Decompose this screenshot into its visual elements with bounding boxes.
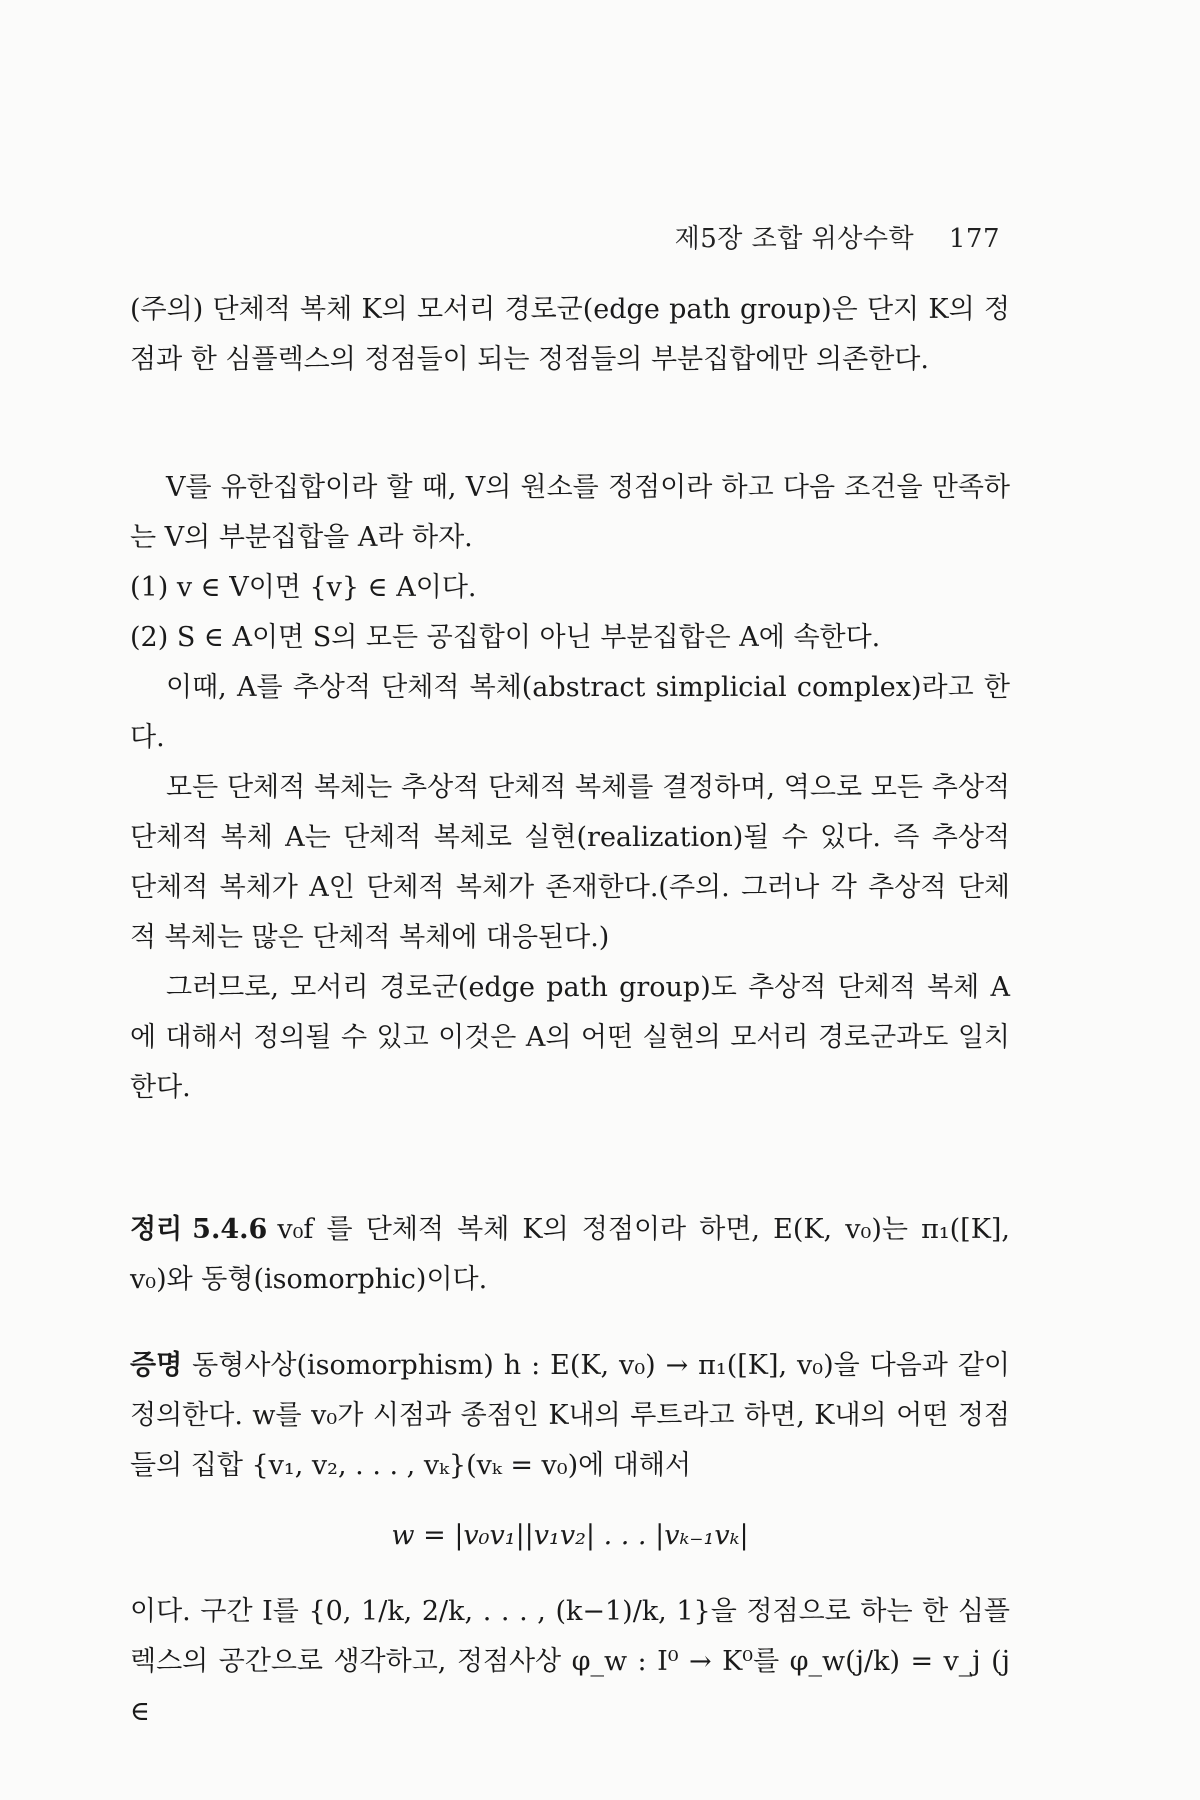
remark-paragraph: (주의) 단체적 복체 K의 모서리 경로군(edge path group)은 단지 K의 정점과 한 심플렉스의 정점들이 되는 정점들의 부분집합에만 의존한다. <box>130 294 1010 375</box>
proof-label: 증명 <box>130 1350 183 1381</box>
proof-continuation: 이다. 구간 I를 {0, 1/k, 2/k, . . . , (k−1)/k, 1}을 정점으로 하는 한 심플렉스의 공간으로 생각하고, 정점사상 φ_w : I⁰ → K⁰를 φ_w(j/k) = v_j (j ∈ <box>130 1596 1010 1727</box>
paragraph-realization: 모든 단체적 복체는 추상적 단체적 복체를 결정하며, 역으로 모든 추상적 단체적 복체 A는 단체적 복체로 실현(realization)될 수 있다. 즉 추상적 단체적 복체가 A인 단체적 복체가 존재한다.(주의. 그러나 각 추상적 단체적 복체는 많은 단체적 복체에 대응된다.) <box>130 772 1010 953</box>
paragraph-edge-path-group: 그러므로, 모서리 경로군(edge path group)도 추상적 단체적 복체 A에 대해서 정의될 수 있고 이것은 A의 어떤 실현의 모서리 경로군과도 일치한다. <box>130 972 1010 1103</box>
theorem-text: v₀f 를 단체적 복체 K의 정점이라 하면, E(K, v₀)는 π₁([K], v₀)와 동형(isomorphic)이다. <box>130 1214 1010 1295</box>
definition-intro: V를 유한집합이라 할 때, V의 원소를 정점이라 하고 다음 조건을 만족하는 V의 부분집합을 A라 하자. <box>130 472 1010 553</box>
definition-condition-1: (1) v ∈ V이면 {v} ∈ A이다. <box>130 572 477 603</box>
chapter-title: 제5장 조합 위상수학 <box>674 224 915 254</box>
definition-condition-2: (2) S ∈ A이면 S의 모든 공집합이 아닌 부분집합은 A에 속한다. <box>130 622 881 653</box>
page-body <box>130 285 1010 1737</box>
theorem-number: 5.4.6 <box>192 1214 268 1245</box>
proof-text: 동형사상(isomorphism) h : E(K, v₀) → π₁([K], v₀)을 다음과 같이 정의한다. w를 v₀가 시점과 종점인 K내의 루트라고 하면, K내의 어떤 정점들의 집합 {v₁, v₂, . . . , vₖ}(vₖ = v₀)에 대해서 <box>130 1350 1010 1481</box>
theorem-paragraph <box>130 1205 1010 1305</box>
definition-closing: 이때, A를 추상적 단체적 복체(abstract simplicial complex)라고 한다. <box>130 672 1010 753</box>
display-formula: w = |v₀v₁||v₁v₂| . . . |vₖ₋₁vₖ| <box>391 1520 749 1551</box>
theorem-label: 정리 <box>130 1214 183 1245</box>
proof-paragraph <box>130 1341 1010 1491</box>
running-header <box>675 218 1000 255</box>
page-number: 177 <box>948 224 1000 254</box>
